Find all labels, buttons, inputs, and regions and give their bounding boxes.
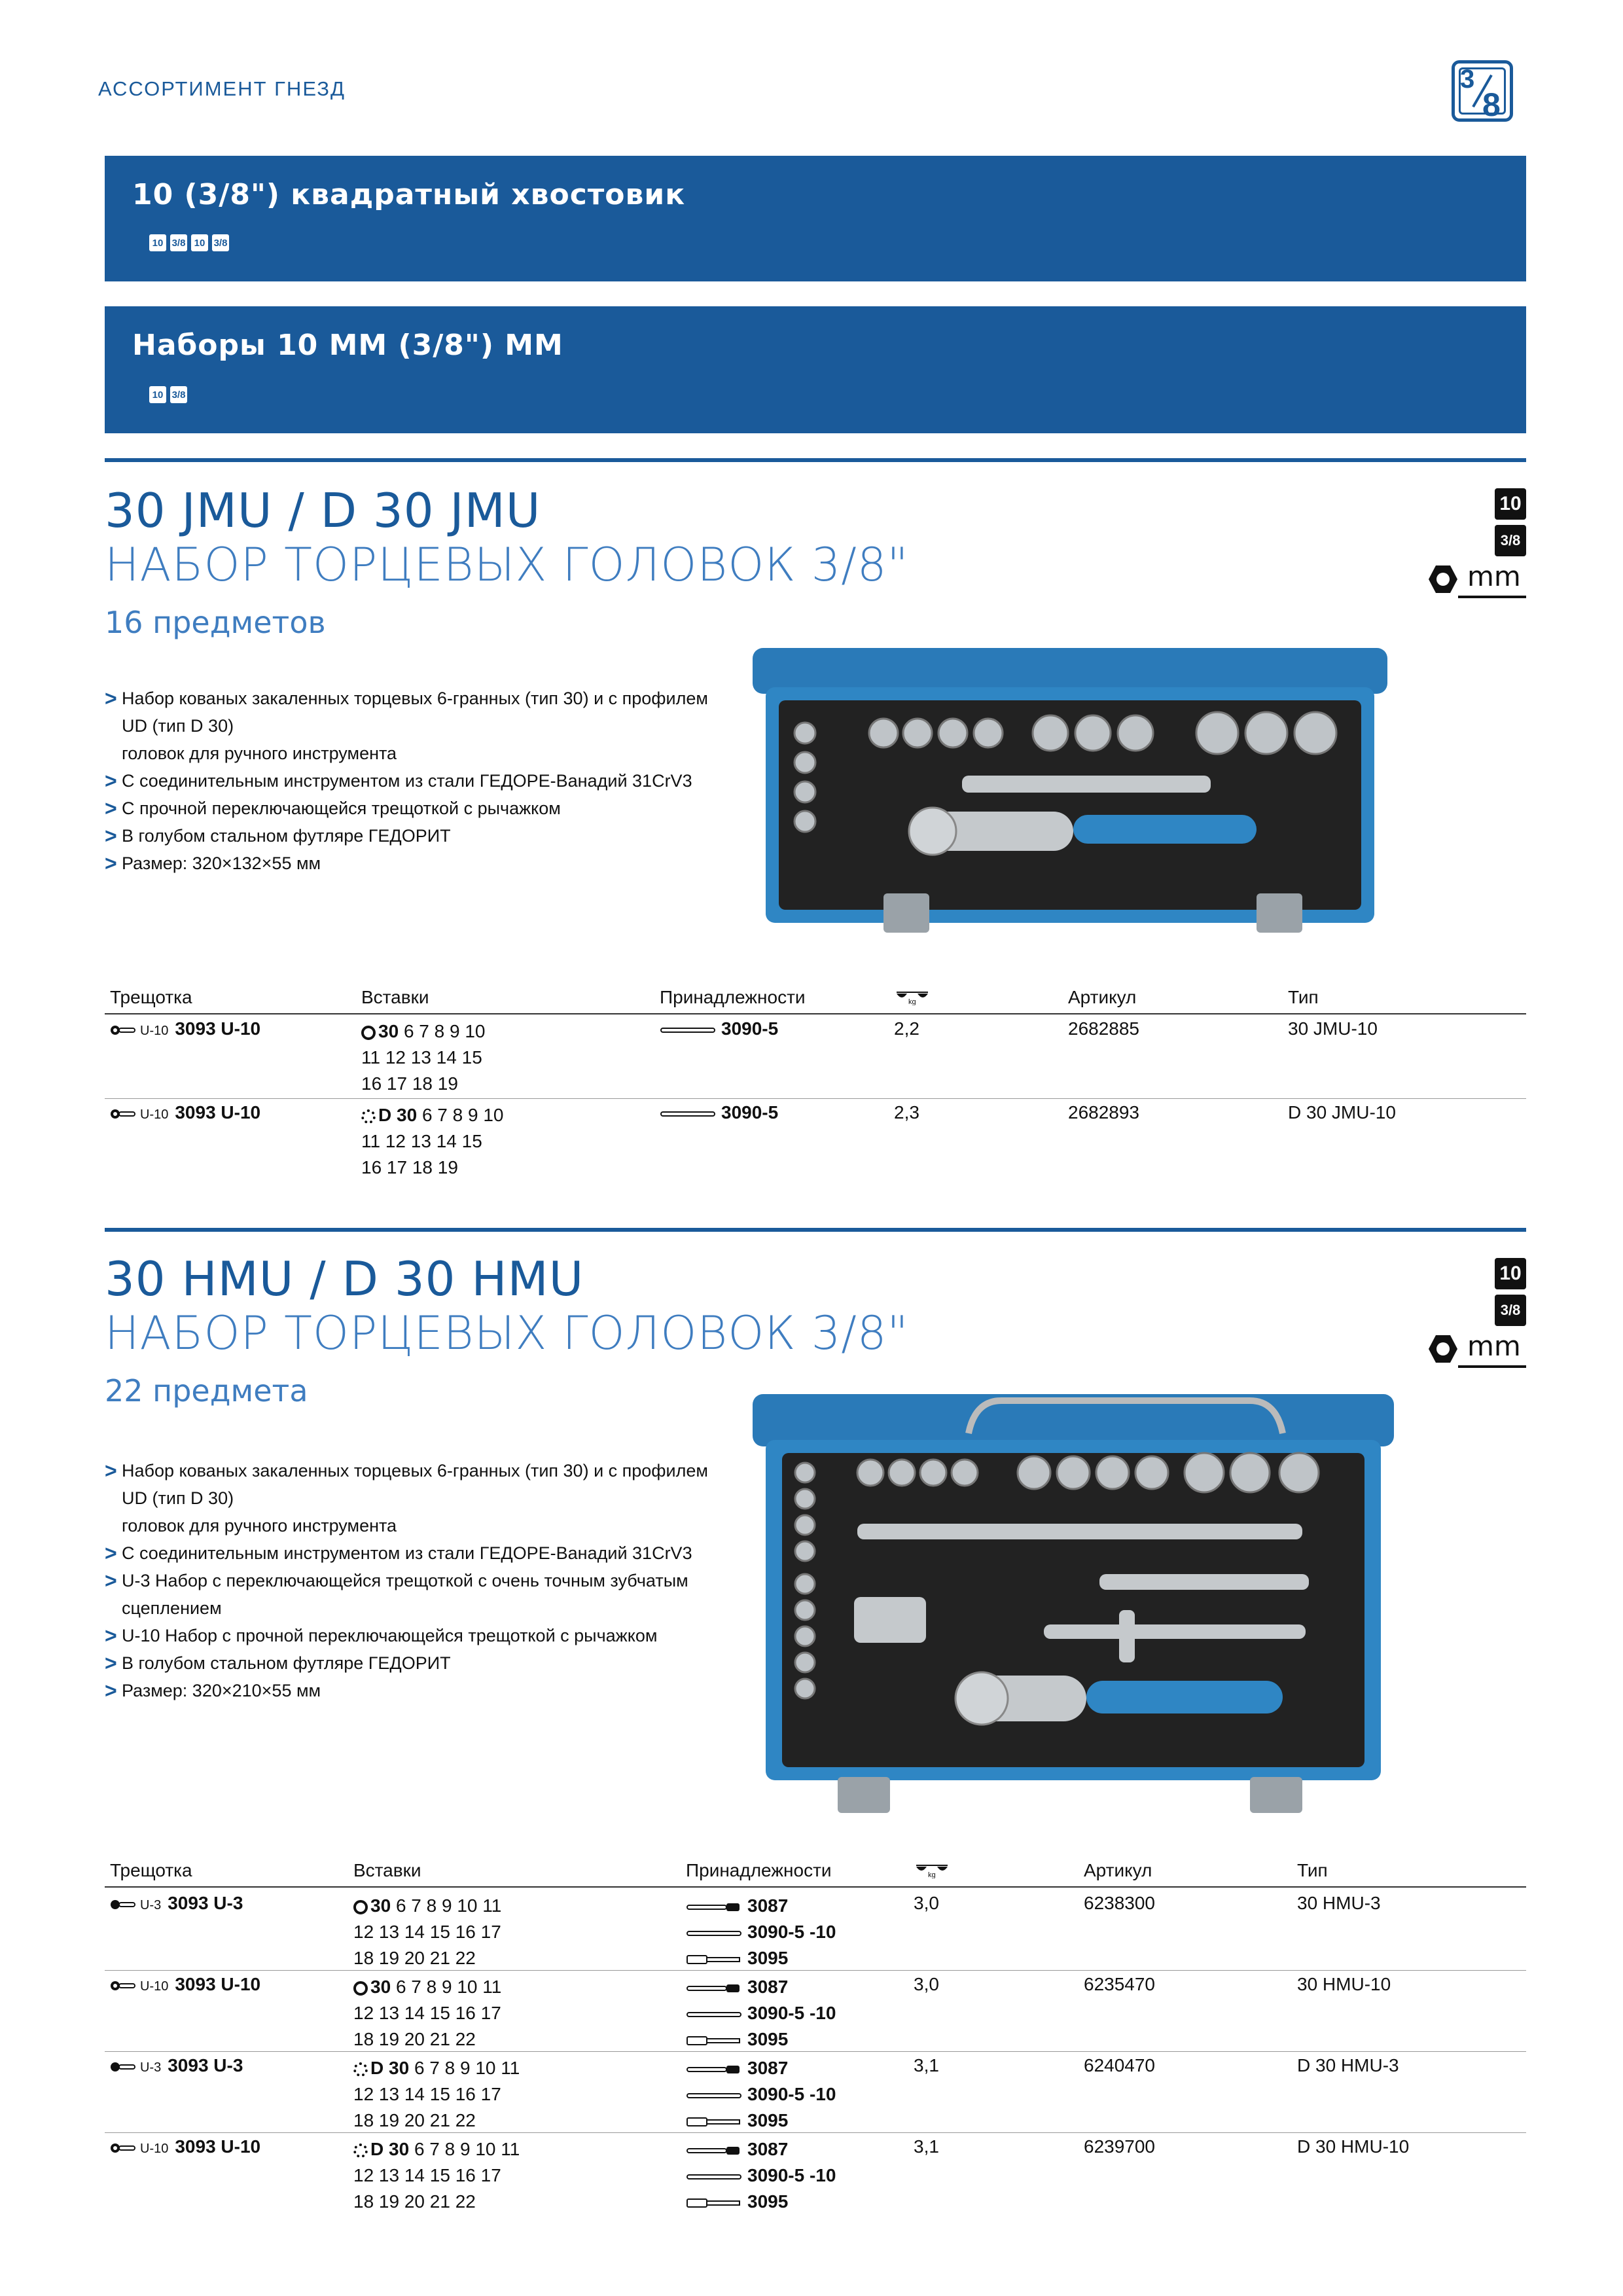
row-divider xyxy=(105,1970,1526,1971)
section-name: НАБОР ТОРЦЕВЫХ ГОЛОВОК 3/8" xyxy=(105,1306,909,1360)
drive-3-8-icon: 3/8 xyxy=(212,234,229,251)
table-row-weight: 2,3 xyxy=(894,1102,919,1122)
banner-title: Наборы 10 MM (3/8") MM xyxy=(132,329,563,362)
feature-item: > С соединительным инструментом из стали ГЕДОРЕ-Ванадий 31CrV3 xyxy=(105,1541,692,1565)
table-row-weight: 3,0 xyxy=(914,1974,939,1994)
feature-item: > В голубом стальном футляре ГЕДОРИТ xyxy=(105,824,451,848)
table-row-accessories: 3090-5 xyxy=(660,1018,778,1039)
spec-icons xyxy=(1415,1258,1526,1369)
col-header-accessories: Принадлежности xyxy=(660,987,806,1007)
drive-3-8-icon: 3/8 xyxy=(170,234,187,251)
col-header-type: Тип xyxy=(1297,1860,1328,1880)
table-row-type: D 30 HMU-3 xyxy=(1297,2055,1399,2075)
u-joint-bar-icon xyxy=(686,1903,745,1912)
feature-list xyxy=(105,685,733,877)
extension-bar-icon xyxy=(660,1109,719,1119)
feature-item: > С соединительным инструментом из стали ГЕДОРЕ-Ванадий 31CrV3 xyxy=(105,769,692,793)
hex-mm-icon: mm xyxy=(1428,1333,1526,1365)
table-row-inserts: D 30 6 7 8 9 10 11 12 13 14 15 16 17 18 19 20 21 22 xyxy=(353,2058,520,2130)
table-row-type: 30 HMU-10 xyxy=(1297,1974,1391,1994)
drive-10-icon: 10 xyxy=(191,234,208,251)
product-photo-jmu xyxy=(753,648,1387,936)
drive-10-icon: 10 xyxy=(149,234,166,251)
spec-icons xyxy=(1415,488,1526,600)
ud-socket-icon xyxy=(353,2062,368,2077)
col-header-ratchet: Трещотка xyxy=(110,987,192,1007)
table-row-article: 2682885 xyxy=(1068,1018,1140,1039)
banner-title: 10 (3/8") квадратный хвостовик xyxy=(132,178,686,211)
svg-text:kg: kg xyxy=(908,998,916,1005)
section-divider xyxy=(105,1228,1526,1232)
feature-item-cont: головок для ручного инструмента xyxy=(122,1516,397,1535)
spec-table-hmu-rows xyxy=(105,1892,1526,2225)
section-count: 16 предметов xyxy=(105,605,326,640)
table-row-inserts: D 30 6 7 8 9 10 11 12 13 14 15 16 17 18 19 xyxy=(361,1105,504,1177)
table-row-inserts: 30 6 7 8 9 10 11 12 13 14 15 16 17 18 19 20 21 22 xyxy=(353,1977,502,2049)
banner-sets xyxy=(105,306,1526,433)
product-photo-hmu xyxy=(753,1394,1394,1813)
extension-bar-icon xyxy=(660,1026,719,1035)
drive-10-icon: 10 xyxy=(149,386,166,403)
table-row-accessories: 3087 3090-5 -10 3095 xyxy=(686,1974,836,2053)
feature-item: > U-10 Набор с прочной переключающейся трещоткой с рычажком xyxy=(105,1624,658,1647)
feature-item: > Размер: 320×132×55 мм xyxy=(105,852,321,875)
ratchet-icon xyxy=(110,2061,136,2073)
table-row-ratchet: U-3 3093 U-3 xyxy=(110,2055,243,2076)
drive-3-8-icon: 3/8 xyxy=(1495,1295,1526,1326)
feature-list xyxy=(105,1457,733,1704)
drive-3-8-icon: 3/8 xyxy=(170,386,187,403)
table-row-weight: 2,2 xyxy=(894,1018,919,1039)
col-header-type: Тип xyxy=(1288,987,1319,1007)
u-joint-bar-icon xyxy=(686,2065,745,2074)
col-header-accessories: Принадлежности xyxy=(686,1860,832,1880)
section-code: 30 JMU / D 30 JMU xyxy=(105,483,541,538)
weight-icon xyxy=(894,987,931,1010)
table-row-inserts: 30 6 7 8 9 10 11 12 13 14 15 16 17 18 19 xyxy=(361,1021,486,1094)
col-header-article: Артикул xyxy=(1084,1860,1152,1880)
weight-icon xyxy=(914,1860,950,1883)
sliding-t-bar-icon xyxy=(686,2198,745,2208)
table-row-ratchet: U-10 3093 U-10 xyxy=(110,1974,260,1995)
drive-3-8-icon: 3/8 xyxy=(1495,525,1526,556)
table-row-inserts: 30 6 7 8 9 10 11 12 13 14 15 16 17 18 19 20 21 22 xyxy=(353,1895,502,1968)
feature-item-cont: головок для ручного инструмента xyxy=(122,744,397,763)
table-row-weight: 3,1 xyxy=(914,2055,939,2075)
table-row-accessories: 3087 3090-5 -10 3095 xyxy=(686,1893,836,1971)
ratchet-icon xyxy=(110,2142,136,2154)
table-row-article: 6239700 xyxy=(1084,2136,1156,2157)
sliding-t-bar-icon xyxy=(686,1955,745,1964)
extension-bar-icon xyxy=(686,2010,745,2019)
table-row-type: 30 HMU-3 xyxy=(1297,1893,1381,1913)
table-row-article: 6235470 xyxy=(1084,1974,1156,1994)
table-row-accessories: 3087 3090-5 -10 3095 xyxy=(686,2136,836,2215)
table-row-accessories: 3090-5 xyxy=(660,1102,778,1123)
hex-socket-icon xyxy=(353,1900,368,1914)
sliding-t-bar-icon xyxy=(686,2117,745,2126)
table-row-ratchet: U-10 3093 U-10 xyxy=(110,1102,260,1123)
feature-item: > Набор кованых закаленных торцевых 6-гранных (тип 30) и с профилем UD (тип D 30) xyxy=(105,687,708,736)
feature-item: > U-3 Набор с переключающейся трещоткой с очень точным зубчатым сцеплением xyxy=(105,1569,688,1618)
banner-icons xyxy=(149,386,187,403)
extension-bar-icon xyxy=(686,1929,745,1938)
hex-socket-icon xyxy=(353,1981,368,1996)
table-row-ratchet: U-10 3093 U-10 xyxy=(110,2136,260,2157)
banner-square-drive xyxy=(105,156,1526,281)
ratchet-icon xyxy=(110,1980,136,1992)
row-divider xyxy=(105,2132,1526,2133)
svg-text:kg: kg xyxy=(928,1871,936,1878)
col-header-inserts: Вставки xyxy=(353,1860,421,1880)
sliding-t-bar-icon xyxy=(686,2036,745,2045)
u-joint-bar-icon xyxy=(686,1984,745,1993)
col-header-article: Артикул xyxy=(1068,987,1137,1007)
ratchet-icon xyxy=(110,1899,136,1910)
table-row-article: 6240470 xyxy=(1084,2055,1156,2075)
ud-socket-icon xyxy=(361,1109,376,1124)
table-row-type: 30 JMU-10 xyxy=(1288,1018,1378,1039)
section-code: 30 HMU / D 30 HMU xyxy=(105,1251,584,1306)
table-row-article: 6238300 xyxy=(1084,1893,1156,1913)
table-row-type: D 30 HMU-10 xyxy=(1297,2136,1410,2157)
table-row-ratchet: U-10 3093 U-10 xyxy=(110,1018,260,1039)
feature-item: > В голубом стальном футляре ГЕДОРИТ xyxy=(105,1651,451,1675)
table-row-type: D 30 JMU-10 xyxy=(1288,1102,1396,1122)
feature-item: > С прочной переключающейся трещоткой с рычажком xyxy=(105,797,561,820)
u-joint-bar-icon xyxy=(686,2146,745,2155)
extension-bar-icon xyxy=(686,2172,745,2181)
table-row-weight: 3,1 xyxy=(914,2136,939,2157)
section-name: НАБОР ТОРЦЕВЫХ ГОЛОВОК 3/8" xyxy=(105,538,909,592)
banner-icons xyxy=(149,234,229,251)
ud-socket-icon xyxy=(353,2144,368,2158)
hex-socket-icon xyxy=(361,1026,376,1040)
size-badge-icon: 3 8 xyxy=(1452,60,1513,122)
col-header-inserts: Вставки xyxy=(361,987,429,1007)
drive-10-icon: 10 xyxy=(1495,488,1526,520)
table-row-inserts: D 30 6 7 8 9 10 11 12 13 14 15 16 17 18 19 20 21 22 xyxy=(353,2139,520,2212)
table-row-ratchet: U-3 3093 U-3 xyxy=(110,1893,243,1914)
spec-table-jmu xyxy=(105,987,1526,1177)
table-row-article: 2682893 xyxy=(1068,1102,1140,1122)
section-count: 22 предмета xyxy=(105,1373,308,1408)
col-header-ratchet: Трещотка xyxy=(110,1860,192,1880)
feature-item: > Размер: 320×210×55 мм xyxy=(105,1679,321,1702)
feature-item: > Набор кованых закаленных торцевых 6-гранных (тип 30) и с профилем UD (тип D 30) xyxy=(105,1459,708,1508)
hex-mm-icon: mm xyxy=(1428,563,1526,596)
extension-bar-icon xyxy=(686,2091,745,2100)
running-head: АССОРТИМЕНТ ГНЕЗД xyxy=(98,77,346,100)
row-divider xyxy=(105,2051,1526,2052)
section-divider xyxy=(105,458,1526,462)
table-row-accessories: 3087 3090-5 -10 3095 xyxy=(686,2055,836,2134)
table-row-weight: 3,0 xyxy=(914,1893,939,1913)
drive-10-icon: 10 xyxy=(1495,1258,1526,1289)
